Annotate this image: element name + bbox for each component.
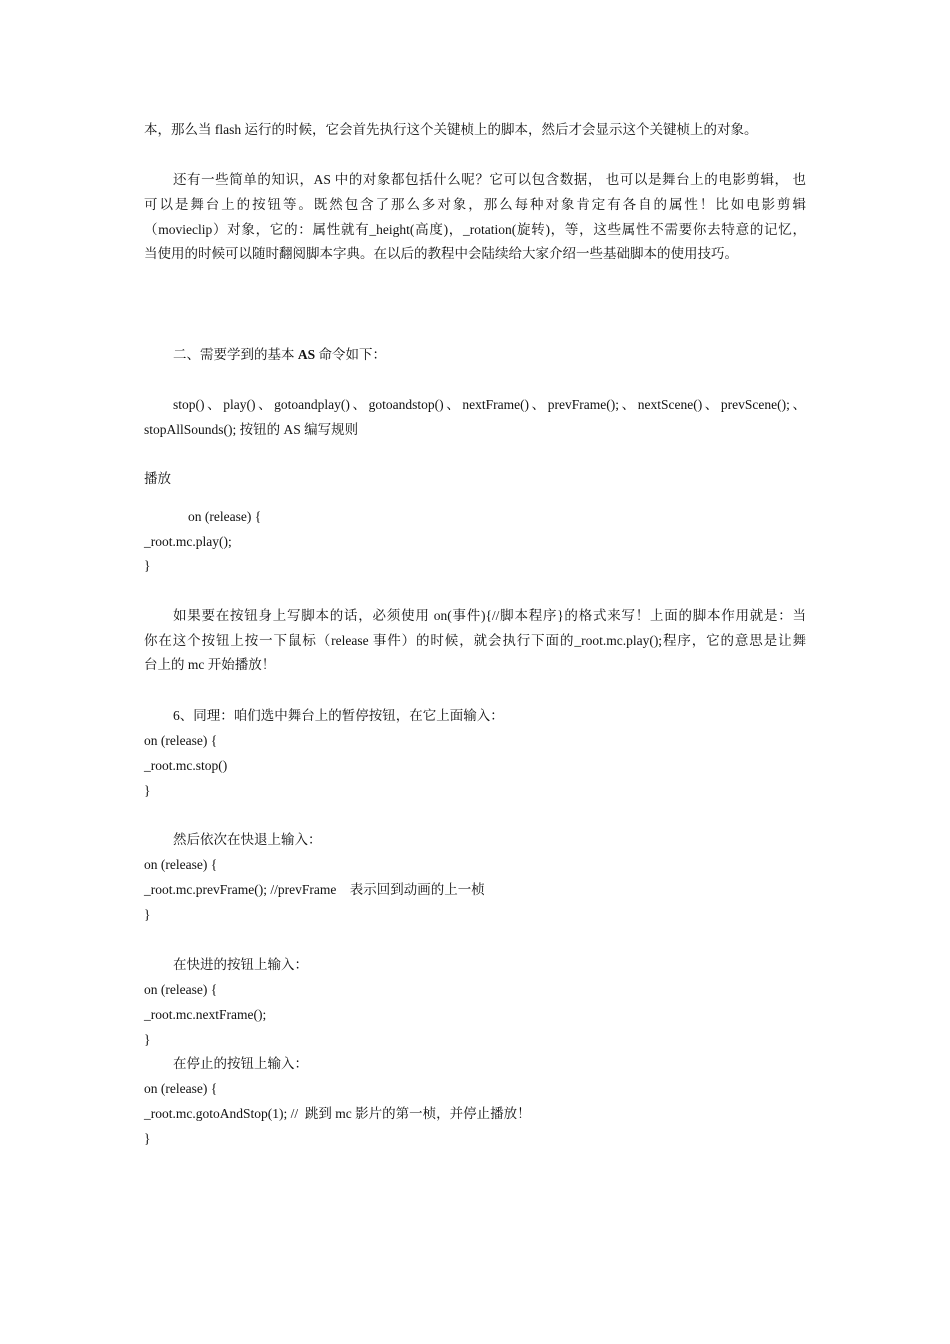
heading-text: 命令如下： xyxy=(315,347,387,362)
paragraph-line: 可以是舞台上的按钮等。既然包含了那么多对象，那么每种对象肯定有各自的属性！比如电影剪辑 xyxy=(144,197,806,212)
paragraph-line: 如果要在按钮身上写脚本的话，必须使用 on(事件){//脚本程序}的格式来写！上面的脚本作用就是：当 xyxy=(173,608,806,623)
paragraph-line: 当使用的时候可以随时翻阅脚本字典。在以后的教程中会陆续给大家介绍一些基础脚本的使用技巧。 xyxy=(144,246,738,261)
code-line: } xyxy=(144,783,151,798)
code-line: _root.mc.nextFrame(); xyxy=(144,1007,267,1022)
heading-text: 二、需要学到的基本 xyxy=(173,347,298,362)
code-line: on (release) { xyxy=(188,509,262,524)
code-line: on (release) { xyxy=(144,1081,218,1096)
command-list-line: stopAllSounds(); 按钮的 AS 编写规则 xyxy=(144,422,359,437)
paragraph-line: 你在这个按钮上按一下鼠标（release 事件）的时候，就会执行下面的_root.mc.play();程序，它的意思是让舞 xyxy=(144,633,806,648)
code-line: _root.mc.stop() xyxy=(144,758,228,773)
paragraph-line: 6、同理：咱们选中舞台上的暂停按钮，在它上面输入： xyxy=(173,708,504,723)
code-line: } xyxy=(144,558,151,573)
paragraph-line: 在快进的按钮上输入： xyxy=(173,957,308,972)
code-line: on (release) { xyxy=(144,982,218,997)
code-line: } xyxy=(144,1032,151,1047)
code-line: on (release) { xyxy=(144,857,218,872)
label-text: 播放 xyxy=(144,471,171,486)
code-line: on (release) { xyxy=(144,733,218,748)
code-line: _root.mc.gotoAndStop(1); // 跳到 mc 影片的第一桢，并停止播放！ xyxy=(144,1106,531,1121)
paragraph-line: 在停止的按钮上输入： xyxy=(173,1056,308,1071)
code-line: _root.mc.prevFrame(); //prevFrame 表示回到动画的上一桢 xyxy=(144,882,485,897)
command-list-line: stop()、play()、gotoandplay()、gotoandstop()、nextFrame()、prevFrame();、nextScene()、prevScene();、 xyxy=(173,397,806,412)
code-line: _root.mc.play(); xyxy=(144,534,232,549)
section-heading xyxy=(173,346,386,364)
paragraph-line: 还有一些简单的知识，AS 中的对象都包括什么呢？它可以包含数据， 也可以是舞台上的电影剪辑， 也 xyxy=(173,172,806,187)
paragraph-line: 本，那么当 flash 运行的时候，它会首先执行这个关键桢上的脚本，然后才会显示这个关键桢上的对象。 xyxy=(144,122,758,137)
code-line: } xyxy=(144,1131,151,1146)
paragraph-line: 然后依次在快退上输入： xyxy=(173,832,322,847)
paragraph-line: （movieclip）对象，它的：属性就有_height(高度)，_rotation(旋转)，等，这些属性不需要你去特意的记忆， xyxy=(144,222,806,237)
code-line: } xyxy=(144,907,151,922)
paragraph-line: 台上的 mc 开始播放！ xyxy=(144,657,276,672)
heading-bold-text: AS xyxy=(297,347,316,362)
